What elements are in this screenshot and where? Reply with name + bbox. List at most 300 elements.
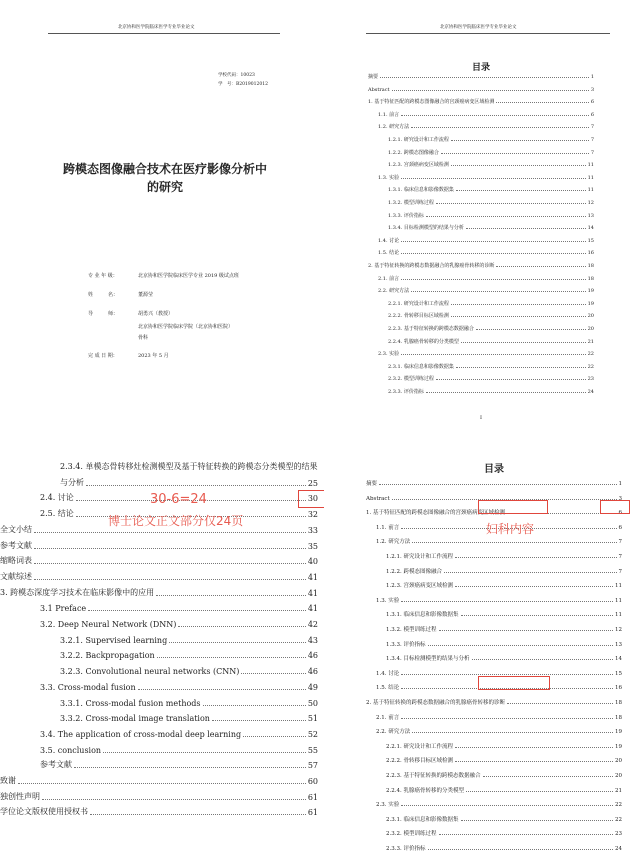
toc-entry (386, 551, 622, 560)
toc-entry-page: 61 (307, 808, 318, 818)
toc-leader-dots (392, 90, 589, 91)
toc-entry-page: 7 (618, 539, 622, 546)
toc-leader-dots (88, 610, 306, 611)
toc-leader-dots (451, 140, 589, 141)
toc-leader-dots (138, 689, 306, 690)
toc-entry-page: 14 (587, 225, 594, 232)
toc-entry (378, 286, 594, 294)
toc-entry-page: 6 (618, 524, 622, 531)
toc-entry-page: 23 (587, 376, 594, 383)
toc-entry-title: 3.5. conclusion (40, 745, 102, 755)
toc-leader-dots (426, 392, 586, 393)
toc-entry-page: 6 (590, 111, 594, 118)
toc-leader-dots (74, 767, 306, 768)
cover-field (88, 334, 288, 342)
toc-entry-page: 24 (587, 389, 594, 395)
toc-entry (40, 743, 318, 755)
toc-leader-dots (401, 178, 585, 179)
toc-leader-dots (439, 834, 614, 835)
toc-entry-title: 1.2.3. 宫颈癌病变区域检测 (386, 583, 453, 590)
toc-entry (378, 349, 594, 357)
toc-entry-title: 1.3.4. 目标检测模型的结果与分析 (388, 225, 464, 232)
toc-entry-title: 2.2.4. 乳腺癌骨转移的分类模型 (388, 338, 459, 345)
toc-entry-title: 参考文献 (40, 760, 72, 770)
toc-entry-page: 49 (307, 682, 318, 692)
toc-entry-page: 16 (615, 685, 622, 692)
student-id: 学 号：B2019012012 (218, 82, 268, 87)
toc-entry-page: 3 (618, 495, 622, 502)
highlight-box (478, 676, 550, 690)
toc-leader-dots (401, 674, 613, 675)
toc-entry (386, 755, 622, 764)
toc-entry-page: 6 (618, 510, 622, 517)
toc-leader-dots (426, 216, 586, 217)
toc-entry-page: 25 (307, 478, 318, 488)
toc-entry-title: 3.3.2. Cross-modal image translation (60, 714, 210, 724)
header-rule (48, 33, 280, 34)
toc-entry-title: 1.3.2. 模型训练过程 (388, 200, 434, 206)
cover-field-label: 导 师： (88, 311, 119, 317)
toc-entry (386, 828, 622, 837)
toc-entry (388, 324, 594, 332)
toc-leader-dots (401, 279, 585, 280)
toc-entry-title: 1. 基于特征匹配的跨模态图像融合的宫颈癌病变区域检测 (366, 510, 505, 517)
toc-leader-dots (461, 615, 614, 616)
cover-field-value: 骨科 (138, 335, 149, 341)
thesis-title: 跨模态图像融合技术在医疗影像分析中 的研究 (62, 162, 267, 194)
toc-leader-dots (444, 572, 617, 573)
toc-entry-title: 2.3.3. 评价指标 (388, 389, 424, 395)
toc-entry-page: 11 (587, 162, 594, 169)
toc-entry-page: 22 (587, 351, 594, 358)
toc-leader-dots (428, 849, 614, 850)
toc-entry-page: 16 (587, 250, 594, 257)
toc-entry (386, 741, 622, 750)
toc-entry-title: 学位论文版权使用授权书 (0, 807, 88, 817)
toc-entry (0, 570, 318, 582)
toc-entry-page: 7 (618, 554, 622, 560)
toc-entry-page: 21 (587, 338, 594, 345)
toc-entry (386, 814, 622, 823)
toc-entry (368, 261, 594, 269)
toc-entry-page: 11 (615, 583, 622, 590)
cover-field-value: 2023 年 5 月 (138, 353, 169, 359)
toc-entry-page: 43 (307, 635, 318, 645)
toc-entry-title: 摘要 (366, 481, 378, 487)
toc-entry-page: 12 (615, 627, 622, 633)
toc-title: 目录 (472, 63, 491, 73)
cover-field (88, 323, 288, 331)
toc-entry (388, 160, 594, 168)
toc-leader-dots (34, 532, 306, 533)
toc-entry-title: 2.2.1. 研究设计和工作流程 (388, 300, 449, 307)
toc-entry-page: 11 (587, 187, 594, 194)
toc-leader-dots (455, 747, 613, 748)
toc-entry-title: 2.3.1. 临床信息和影像数据集 (388, 363, 454, 370)
toc-entry-title: 2.2. 研究方法 (376, 729, 411, 736)
toc-entry-page: 19 (615, 729, 622, 736)
toc-entry (378, 248, 594, 256)
toc-entry-title: 缩略词表 (0, 556, 32, 566)
toc-entry-title: 全文小结 (0, 524, 32, 534)
toc-leader-dots (86, 485, 306, 486)
toc-entry (386, 770, 622, 779)
toc-entry-title: 3.2.2. Backpropagation (60, 651, 155, 661)
toc-leader-dots (472, 659, 614, 660)
toc-entry (366, 697, 622, 706)
toc-entry-title: Abstract (366, 495, 390, 502)
toc-leader-dots (401, 241, 585, 242)
cover-field-label: 姓 名： (88, 292, 119, 298)
toc-entry-page: 18 (615, 714, 622, 721)
toc-entry-title: 2.1. 前言 (378, 275, 400, 282)
highlight-box (600, 500, 630, 517)
toc-entry-page: 6 (590, 99, 594, 106)
toc-entry (378, 173, 594, 181)
cover-field-label: 专 业 年 级： (88, 273, 118, 279)
toc-page-continued (0, 448, 322, 835)
toc-leader-dots (455, 586, 613, 587)
toc-entry (388, 198, 594, 206)
toc-entry-title: 1. 基于特征匹配的跨模态图像融合的宫颈癌病变区域检测 (368, 99, 495, 106)
toc-leader-dots (212, 720, 306, 721)
toc-leader-dots (157, 657, 306, 658)
cover-field-value: 董源莹 (138, 292, 154, 298)
toc-entry-page: 22 (615, 802, 622, 809)
toc-entry-page: 40 (307, 557, 318, 567)
toc-entry-title: 2.5. 结论 (40, 509, 74, 519)
cover-field-value: 北京协和医学院临床医学专业 2019 级试点班 (138, 273, 239, 279)
toc-leader-dots (411, 127, 589, 128)
toc-leader-dots (496, 102, 588, 103)
toc-entry-page: 41 (307, 572, 318, 582)
running-header: 北京协和医学院临床医学专业毕业论文 (118, 25, 195, 30)
cover-field-value: 北京协和医学院临床学院（北京协和医院） (138, 324, 234, 330)
toc-entry-title: 致谢 (0, 776, 16, 785)
toc-entry (376, 536, 622, 545)
toc-entry (386, 566, 622, 575)
toc-entry-page: 18 (615, 700, 622, 706)
toc-leader-dots (401, 601, 613, 602)
school-code: 学校代码：10023 (218, 73, 255, 78)
toc-entry (386, 843, 622, 852)
toc-entry-page: 7 (618, 568, 622, 575)
toc-entry-page: 15 (587, 237, 594, 244)
toc-entry-title: 1.1. 前言 (376, 524, 400, 531)
toc-entry-page: 19 (587, 288, 594, 295)
toc-entry-title: 3. 跨模态深度学习技术在临床影像中的应用 (0, 587, 155, 597)
toc-entry (60, 711, 318, 723)
toc-entry (0, 554, 318, 566)
toc-entry-title: 1.2.2. 跨模态图像融合 (386, 568, 442, 575)
toc-entry-page: 35 (307, 541, 318, 551)
toc-leader-dots (466, 228, 586, 229)
toc-entry-page: 11 (615, 597, 622, 604)
toc-entry-title: 2.2.3. 基于特征转换的跨模态数据融合 (388, 326, 474, 332)
toc-leader-dots (451, 165, 586, 166)
cover-field-value: 胡勇兴（教授） (138, 311, 174, 317)
toc-entry (388, 374, 594, 382)
toc-leader-dots (401, 718, 613, 719)
toc-page-1 (322, 0, 640, 430)
toc-entry-title: 2.2.4. 乳腺癌骨转移的分类模型 (386, 787, 464, 794)
toc-entry-title: 1.3.3. 评价指标 (386, 641, 426, 648)
toc-leader-dots (466, 791, 613, 792)
toc-leader-dots (169, 642, 306, 643)
toc-entry-title: 3.1 Preface (40, 604, 87, 614)
toc-entry-page: 15 (615, 670, 622, 677)
toc-leader-dots (412, 542, 616, 543)
toc-entry-page: 7 (590, 124, 594, 131)
toc-entry-title: 2.2.2. 骨转移目标区域检测 (386, 758, 453, 765)
toc-entry-title: 1.2.1. 研究设计和工作流程 (388, 137, 449, 143)
toc-entry-page: 1 (618, 481, 622, 487)
cover-field (88, 310, 288, 318)
toc-entry-title: 摘要 (368, 74, 379, 80)
toc-entry-page: 22 (615, 816, 622, 823)
toc-leader-dots (439, 630, 614, 631)
toc-entry-title: 1.2.3. 宫颈癌病变区域检测 (388, 162, 449, 169)
toc-leader-dots (241, 673, 305, 674)
toc-entry-title: 与分析 (60, 477, 84, 487)
toc-entry-title: 3.4. The application of cross-modal deep learning (40, 729, 242, 739)
annotation-note: 博士论文正文部分仅24页 (108, 514, 244, 528)
toc-leader-dots (401, 253, 585, 254)
toc-entry-page: 20 (615, 773, 622, 779)
toc-entry-title: 文献综述 (0, 571, 32, 581)
toc-entry (386, 580, 622, 589)
toc-entry (40, 601, 318, 613)
toc-entry (388, 311, 594, 319)
cover-field (88, 352, 288, 360)
toc-leader-dots (401, 115, 589, 116)
toc-entry (388, 337, 594, 345)
toc-entry-title: 1.3.3. 评价指标 (388, 212, 424, 219)
toc-entry (388, 135, 594, 143)
toc-leader-dots (483, 776, 614, 777)
toc-entry-page: 7 (590, 149, 594, 156)
toc-leader-dots (412, 732, 613, 733)
toc-entry-page: 60 (307, 777, 318, 786)
toc-entry-title: 3.3.1. Cross-modal fusion methods (60, 698, 201, 708)
toc-entry-page: 57 (307, 761, 318, 771)
toc-entry-page: 11 (615, 612, 622, 619)
toc-leader-dots (380, 77, 589, 78)
toc-entry (386, 785, 622, 794)
toc-leader-dots (379, 484, 616, 485)
toc-entry-title: 2.3.3. 评价指标 (386, 846, 426, 852)
toc-entry (388, 299, 594, 307)
toc-leader-dots (103, 752, 306, 753)
toc-entry (376, 726, 622, 735)
toc-entry (40, 758, 318, 770)
toc-leader-dots (401, 354, 585, 355)
toc-entry-page: 22 (587, 363, 594, 370)
toc-entry (60, 664, 318, 676)
toc-entry-title: 2.1. 前言 (376, 714, 400, 721)
toc-entry-page: 20 (587, 313, 594, 320)
toc-entry (386, 653, 622, 662)
toc-leader-dots (428, 645, 614, 646)
toc-entry-title: 2.3.2. 模型训练过程 (388, 376, 434, 383)
toc-leader-dots (401, 805, 613, 806)
toc-entry (368, 97, 594, 105)
toc-entry-page: 20 (615, 758, 622, 765)
toc-entry-title: 3.2. Deep Neural Network (DNN) (40, 620, 177, 629)
toc-entry-page: 61 (307, 792, 318, 802)
toc-entry-page: 50 (307, 698, 318, 708)
toc-title: 目录 (484, 464, 504, 475)
toc-entry-title: Abstract (368, 86, 390, 93)
toc-entry (40, 617, 318, 629)
toc-leader-dots (156, 595, 306, 596)
toc-leader-dots (461, 820, 614, 821)
toc-entry (386, 609, 622, 618)
annotation-calc: 30-6=24 (150, 492, 207, 507)
toc-entry (378, 110, 594, 118)
toc-leader-dots (455, 761, 613, 762)
toc-leader-dots (203, 705, 306, 706)
running-header: 北京协和医学院临床医学专业毕业论文 (440, 25, 517, 30)
toc-entry-page: 1 (590, 74, 594, 80)
toc-entry-page: 20 (587, 326, 594, 332)
toc-entry-title: 1.3. 实验 (376, 597, 400, 604)
toc-leader-dots (451, 304, 586, 305)
cover-field (88, 291, 288, 299)
toc-entry-page: 46 (307, 651, 318, 661)
toc-entry-page: 42 (307, 620, 318, 629)
toc-entry-page: 41 (307, 604, 318, 614)
toc-leader-dots (243, 736, 306, 737)
toc-entry (60, 460, 318, 472)
toc-entry (368, 85, 594, 93)
toc-leader-dots (436, 379, 586, 380)
toc-entry-page: 51 (307, 714, 318, 724)
toc-entry-title: 1.2.2. 跨模态图像融合 (388, 149, 439, 156)
toc-entry-page: 7 (590, 137, 594, 143)
toc-entry-title: 1.4. 讨论 (376, 670, 400, 677)
annotation-note: 妇科内容 (486, 522, 535, 536)
toc-entry (376, 799, 622, 808)
toc-entry-title: 1.4. 讨论 (378, 237, 400, 244)
toc-leader-dots (34, 548, 306, 549)
toc-entry-page: 52 (307, 729, 318, 739)
toc-entry-page: 18 (587, 263, 594, 269)
toc-entry (366, 478, 622, 487)
toc-entry (0, 774, 318, 786)
toc-entry-title: 2.3.1. 临床信息和影像数据集 (386, 816, 459, 823)
toc-entry (388, 211, 594, 219)
toc-entry-title: 2.3. 实验 (376, 802, 400, 809)
toc-entry-title: 1.2. 研究方法 (376, 539, 411, 546)
toc-entry-page: 24 (615, 846, 622, 852)
toc-entry (388, 148, 594, 156)
toc-leader-dots (34, 563, 306, 564)
toc-entry (376, 712, 622, 721)
cover-field (88, 272, 288, 280)
toc-entry-title: 2.3.2. 模型训练过程 (386, 831, 437, 838)
toc-entry-page: 46 (307, 667, 318, 677)
toc-entry-page: 33 (307, 525, 318, 535)
toc-leader-dots (455, 557, 617, 558)
toc-entry (386, 639, 622, 648)
toc-leader-dots (42, 799, 306, 800)
toc-leader-dots (496, 266, 585, 267)
toc-entry-title: 2.3.4. 单模态骨转移灶检测模型及基于特征转换的跨模态分类模型的结果 (60, 462, 318, 471)
toc-entry-page: 13 (615, 641, 622, 648)
toc-entry-page: 11 (587, 174, 594, 181)
page-number: I (480, 415, 482, 421)
toc-entry (386, 624, 622, 633)
toc-entry-title: 1.3.1. 临床信息和影像数据集 (386, 612, 459, 619)
toc-entry-title: 1.3. 实验 (378, 174, 400, 181)
toc-entry-title: 1.5. 结论 (378, 250, 400, 257)
toc-entry (0, 539, 318, 551)
toc-entry (0, 586, 318, 598)
toc-leader-dots (456, 190, 586, 191)
toc-leader-dots (34, 579, 306, 580)
toc-entry-title: 1.2. 研究方法 (378, 124, 410, 131)
toc-leader-dots (178, 626, 305, 627)
toc-entry-title: 1.3.4. 目标检测模型的结果与分析 (386, 656, 470, 663)
header-rule (366, 33, 610, 34)
toc-entry-title: 1.3.1. 临床信息和影像数据集 (388, 187, 454, 194)
toc-leader-dots (451, 316, 586, 317)
toc-leader-dots (90, 814, 306, 815)
toc-entry (40, 680, 318, 692)
toc-entry-title: 3.2.3. Convolutional neural networks (CNN) (60, 667, 240, 677)
toc-entry-title: 1.3.2. 模型训练过程 (386, 627, 437, 633)
toc-entry (378, 236, 594, 244)
toc-entry-page: 19 (615, 743, 622, 750)
toc-entry (388, 223, 594, 231)
toc-entry-title: 2. 基于特征转换的跨模态数据融合的乳腺癌骨转移的诊断 (368, 263, 495, 269)
toc-leader-dots (441, 153, 589, 154)
cover-page (0, 0, 320, 430)
toc-entry-page: 23 (615, 831, 622, 838)
toc-leader-dots (456, 367, 586, 368)
toc-entry-page: 12 (587, 200, 594, 206)
toc-entry (376, 595, 622, 604)
toc-entry-title: 1.1. 前言 (378, 111, 400, 118)
toc-entry-title: 2.2.2. 骨转移目标区域检测 (388, 313, 449, 320)
toc-leader-dots (411, 291, 585, 292)
toc-entry (60, 696, 318, 708)
toc-entry-title: 2.3. 实验 (378, 351, 400, 358)
toc-entry (388, 185, 594, 193)
toc-entry (388, 387, 594, 395)
toc-entry (388, 362, 594, 370)
toc-entry-title: 2.4. 讨论 (40, 493, 74, 503)
toc-entry-title: 参考文献 (0, 540, 32, 550)
toc-entry-title: 3.3. Cross-modal fusion (40, 682, 136, 692)
cover-field-label: 完 成 日 期： (88, 353, 118, 359)
toc-entry (0, 805, 318, 817)
toc-entry-title: 3.2.1. Supervised learning (60, 635, 168, 645)
toc-entry-title: 1.2.1. 研究设计和工作流程 (386, 554, 453, 560)
toc-leader-dots (436, 203, 586, 204)
toc-entry (368, 72, 594, 80)
toc-entry (40, 727, 318, 739)
toc-leader-dots (18, 783, 306, 784)
toc-entry-page: 55 (307, 745, 318, 755)
toc-entry (60, 648, 318, 660)
toc-entry-title: 2.2.1. 研究设计和工作流程 (386, 743, 453, 750)
toc-entry (0, 790, 318, 802)
toc-page-annotated (324, 448, 640, 852)
toc-entry-page: 19 (587, 300, 594, 307)
toc-leader-dots (476, 329, 586, 330)
